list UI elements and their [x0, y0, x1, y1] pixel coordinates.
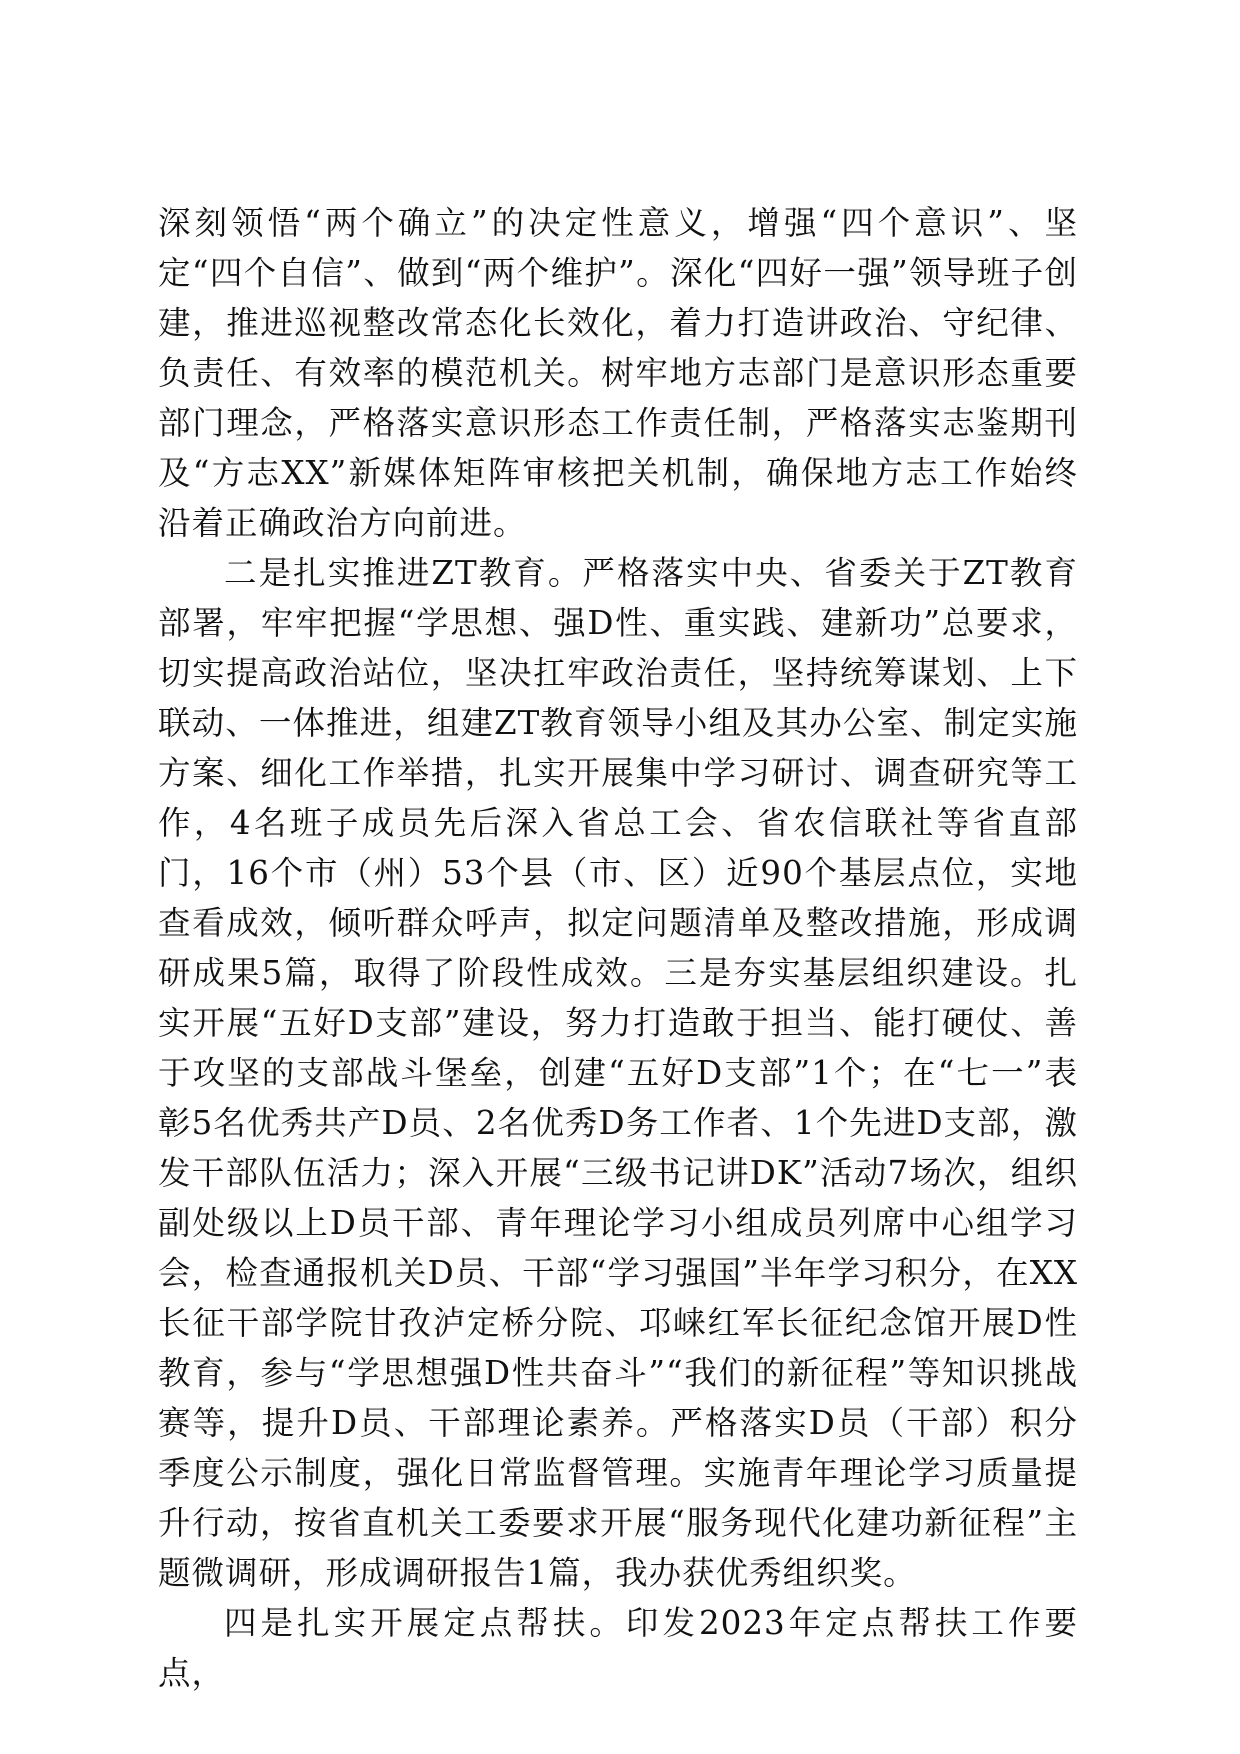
document-body [158, 198, 1078, 1698]
paragraph-2: 二是扎实推进ZT教育。严格落实中央、省委关于ZT教育部署，牢牢把握“学思想、强D性、重实践、建新功”总要求，切实提高政治站位，坚决扛牢政治责任，坚持统筹谋划、上下联动、一体推进，组建ZT教育领导小组及其办公室、制定实施方案、细化工作举措，扎实开展集中学习研讨、调查研究等工作，4名班子成员先后深入省总工会、省农信联社等省直部门，16个市（州）53个县（市、区）近90个基层点位，实地查看成效，倾听群众呼声，拟定问题清单及整改措施，形成调研成果5篇，取得了阶段性成效。三是夯实基层组织建设。扎实开展“五好D支部”建设，努力打造敢于担当、能打硬仗、善于攻坚的支部战斗堡垒，创建“五好D支部”1个；在“七一”表彰5名优秀共产D员、2名优秀D务工作者、1个先进D支部，激发干部队伍活力；深入开展“三级书记讲DK”活动7场次，组织副处级以上D员干部、青年理论学习小组成员列席中心组学习会，检查通报机关D员、干部“学习强国”半年学习积分，在XX长征干部学院甘孜泸定桥分院、邛崃红军长征纪念馆开展D性教育，参与“学思想强D性共奋斗”“我们的新征程”等知识挑战赛等，提升D员、干部理论素养。严格落实D员（干部）积分季度公示制度，强化日常监督管理。实施青年理论学习质量提升行动，按省直机关工委要求开展“服务现代化建功新征程”主题微调研，形成调研报告1篇，我办获优秀组织奖。 [158, 554, 1078, 1592]
paragraph-1: 深刻领悟“两个确立”的决定性意义，增强“四个意识”、坚定“四个自信”、做到“两个维护”。深化“四好一强”领导班子创建，推进巡视整改常态化长效化，着力打造讲政治、守纪律、负责任、有效率的模范机关。树牢地方志部门是意识形态重要部门理念，严格落实意识形态工作责任制，严格落实志鉴期刊及“方志XX”新媒体矩阵审核把关机制，确保地方志工作始终沿着正确政治方向前进。 [158, 204, 1078, 542]
paragraph-3: 四是扎实开展定点帮扶。印发2023年定点帮扶工作要点， [158, 1604, 1078, 1692]
